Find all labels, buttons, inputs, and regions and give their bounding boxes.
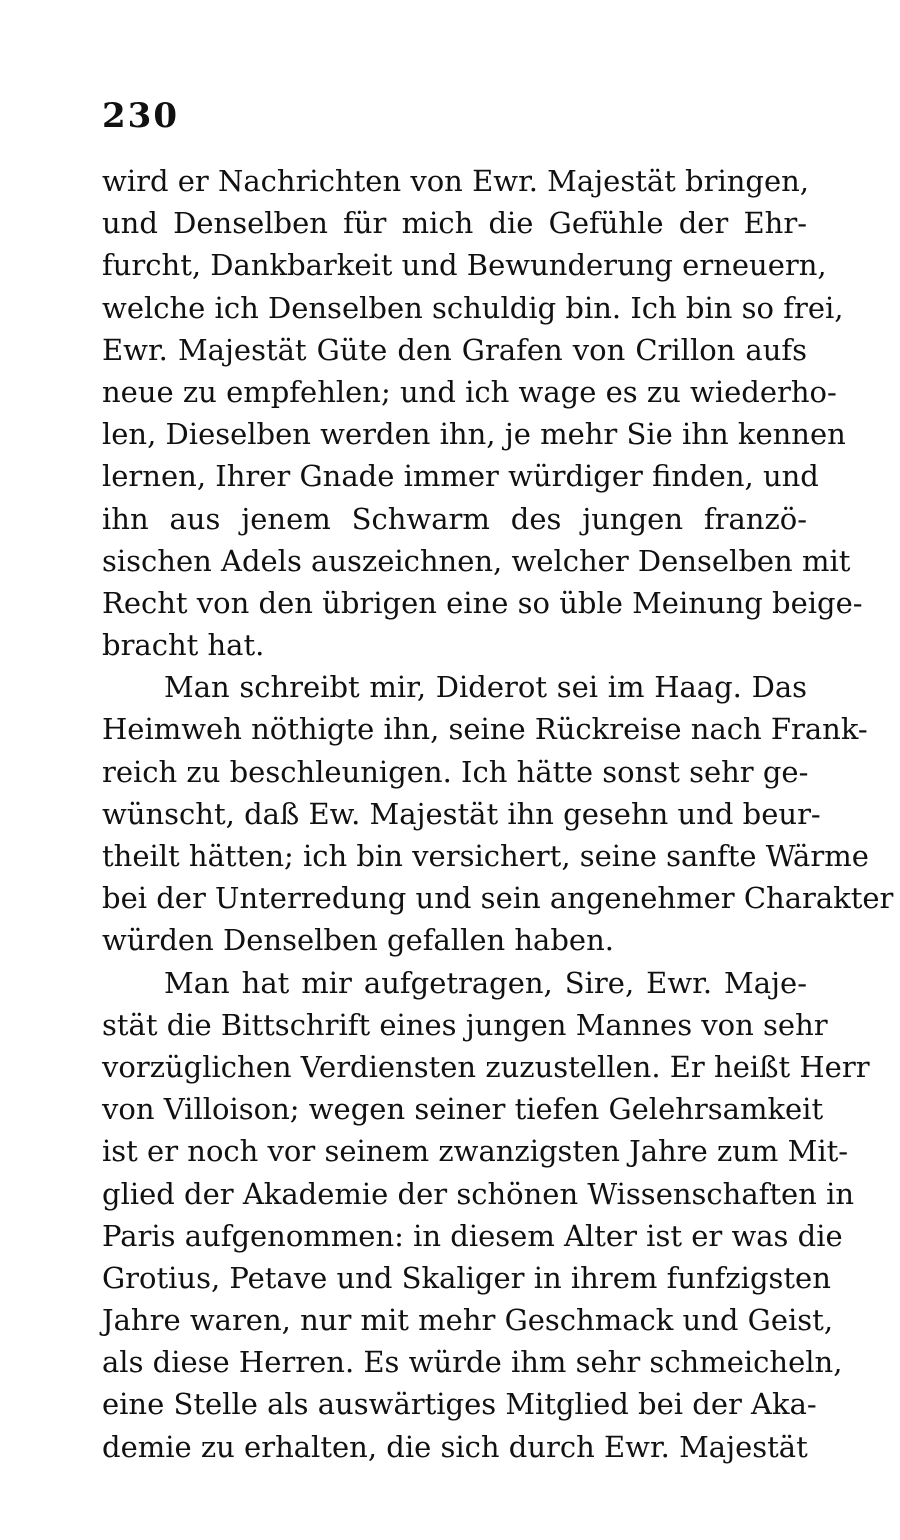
page-number: 230 [102,96,179,136]
text-line: Jahre waren, nur mit mehr Geschmack und Geist, [102,1303,834,1338]
text-line: und Denselben für mich die Gefühle der Ehr- [102,206,807,241]
text-line: stät die Bittschrift eines jungen Mannes von sehr [102,1007,828,1042]
text-line: eine Stelle als auswärtiges Mitglied bei der Aka- [102,1387,817,1422]
text-line: von Villoison; wegen seiner tiefen Gelehrsamkeit [102,1092,824,1127]
text-line: Ewr. Majestät Güte den Grafen von Crillon aufs [102,332,807,367]
text-line: Man hat mir aufgetragen, Sire, Ewr. Maje- [164,965,807,1000]
text-line: vorzüglichen Verdiensten zuzustellen. Er heißt Herr [102,1049,870,1084]
text-line: sischen Adels auszeichnen, welcher Denselben mit [102,543,851,578]
text-line: ist er noch vor seinem zwanzigsten Jahre zum Mit- [102,1134,849,1169]
text-line: ihn aus jenem Schwarm des jungen franzö- [102,501,807,536]
text-line: bei der Unterredung und sein angenehmer Charakter [102,881,894,916]
paragraph-1 [102,160,863,666]
text-line: wünscht, daß Ew. Majestät ihn gesehn und beur- [102,796,821,831]
text-line: glied der Akademie der schönen Wissenschaften in [102,1176,855,1211]
text-line: theilt hätten; ich bin versichert, seine sanfte Wärme [102,839,869,873]
text-line: bracht hat. [102,628,265,663]
text-line: Grotius, Petave und Skaliger in ihrem funfzigsten [102,1260,831,1295]
text-line: Heimweh nöthigte ihn, seine Rückreise nach Frank- [102,712,868,747]
text-line: furcht, Dankbarkeit und Bewunderung erneuern, [102,248,827,283]
text-line: len, Dieselben werden ihn, je mehr Sie ihn kennen [102,417,846,452]
text-line: Paris aufgenommen: in diesem Alter ist er was die [102,1218,843,1253]
text-line: Man schreibt mir, Diderot sei im Haag. Das [164,670,807,705]
text-line: als diese Herren. Es würde ihm sehr schmeicheln, [102,1345,843,1380]
text-line: Recht von den übrigen eine so üble Meinung beige- [102,585,863,620]
text-line: welche ich Denselben schuldig bin. Ich bin so frei, [102,290,844,325]
body-text [102,160,894,1468]
text-line: würden Denselben gefallen haben. [102,923,614,958]
text-line: reich zu beschleunigen. Ich hätte sonst sehr ge- [102,754,809,789]
paragraph-2 [102,666,894,961]
text-line: neue zu empfehlen; und ich wage es zu wiederho- [102,374,837,409]
text-line: lernen, Ihrer Gnade immer würdiger finden, und [102,459,819,494]
text-line: wird er Nachrichten von Ewr. Majestät bringen, [102,164,810,198]
paragraph-3 [102,962,870,1468]
text-line: demie zu erhalten, die sich durch Ewr. Majestät [102,1429,808,1464]
